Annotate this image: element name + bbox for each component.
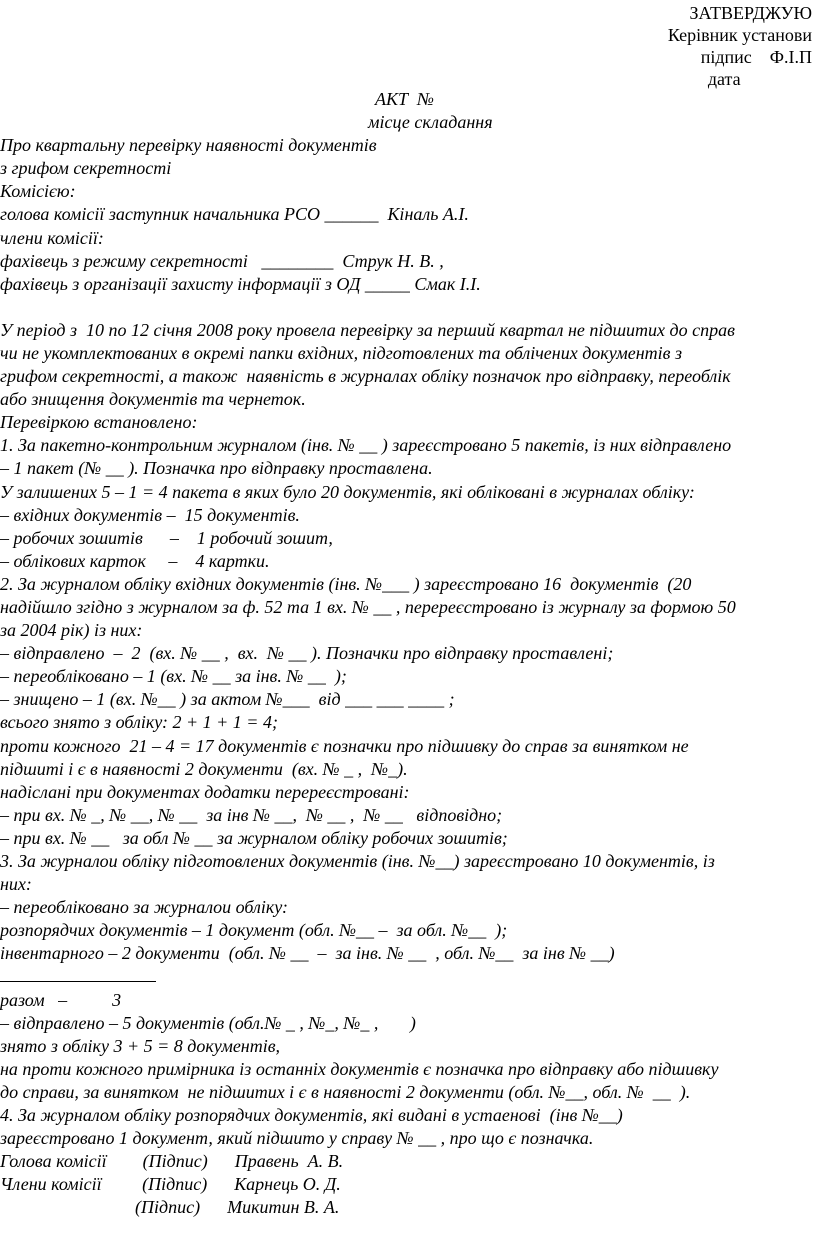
doc-line: 1. За пакетно-контрольним журналом (інв. № __ ) зареєстровано 5 пакетів, із них відправлено xyxy=(0,435,732,456)
doc-line: – знищено – 1 (вх. №__ ) за актом №___ від ___ ___ ____ ; xyxy=(0,689,455,710)
doc-line: – при вх. № _, № __, № __ за інв № __, № __ , № __ відповідно; xyxy=(0,804,503,825)
approval-head: Керівник установи xyxy=(667,25,812,45)
doc-line: грифом секретності, а також наявність в журналах обліку позначок про відправку, переоблік xyxy=(0,366,731,387)
doc-line: зареєстровано 1 документ, який підшито у справу № __ , про що є позначка. xyxy=(0,1128,594,1149)
doc-line: до справи, за винятком не підшитих і є в наявності 2 документи (обл. №__, обл. № __ ). xyxy=(0,1081,691,1102)
signature-line: (Підпис) Микитин В. А. xyxy=(0,1197,340,1218)
act-title: АКТ № xyxy=(375,89,434,109)
doc-line: 4. За журналом обліку розпорядчих документів, які видані в устаенові (інв №__) xyxy=(0,1105,623,1126)
doc-line: – облікових карток – 4 картки. xyxy=(0,550,270,571)
doc-line: – переобліковано за журналoи обліку: xyxy=(0,897,288,918)
act-place: місце складання xyxy=(368,112,493,133)
doc-line: Про квартальну перевірку наявності документів xyxy=(0,135,377,156)
doc-line: всього знято з обліку: 2 + 1 + 1 = 4; xyxy=(0,712,278,733)
doc-line: знято з обліку 3 + 5 = 8 документів, xyxy=(0,1035,281,1056)
doc-line: фахівець з організації захисту інформації з ОД _____ Смак І.І. xyxy=(0,273,481,294)
doc-line: 2. За журналом обліку вхідних документів (інв. №___ ) зареєстровано 16 документів (20 xyxy=(0,573,692,594)
doc-line: або знищення документів та чернеток. xyxy=(0,389,306,410)
signature-line: Члени комісії (Підпис) Карнець О. Д. xyxy=(0,1174,341,1195)
doc-line: фахівець з режиму секретності ________ Струк Н. В. , xyxy=(0,250,444,271)
approval-signature: підпис Ф.І.П xyxy=(700,47,812,67)
doc-line: надіслані при документах додатки перереєстровані: xyxy=(0,781,410,802)
doc-line: чи не укомплектованих в окремі папки вхідних, підготовлених та облічених документів з xyxy=(0,342,683,363)
doc-line: з грифом секретності xyxy=(0,158,172,179)
doc-line: них: xyxy=(0,874,32,895)
doc-line: разом – 3 xyxy=(0,989,122,1010)
doc-line: члени комісії: xyxy=(0,227,104,248)
doc-line: – відправлено – 5 документів (обл.№ _ , №_, №_ , ) xyxy=(0,1012,416,1033)
doc-line: Перевіркою встановлено: xyxy=(0,412,198,433)
spacer xyxy=(0,296,812,319)
act-document xyxy=(0,88,812,1220)
doc-line: на проти кожного примірника із останніх документів є позначка про відправку або підшивку xyxy=(0,1058,719,1079)
doc-line: – відправлено – 2 (вх. № __ , вх. № __ ). Позначки про відправку проставлені; xyxy=(0,643,614,664)
approval-block xyxy=(668,2,812,90)
signature-line: Голова комісії (Підпис) Правень А. В. xyxy=(0,1151,344,1172)
underline-rule xyxy=(0,965,812,988)
doc-line: – при вх. № __ за обл № __ за журналом обліку робочих зошитів; xyxy=(0,827,508,848)
doc-line: надійшло згідно з журналом за ф. 52 та 1 вх. № __ , перереєстровано із журналу за формою 50 xyxy=(0,596,736,617)
doc-line: – вхідних документів – 15 документів. xyxy=(0,504,300,525)
approval-date: дата xyxy=(707,69,741,89)
doc-line: інвентарного – 2 документи (обл. № __ – за інв. № __ , обл. №__ за інв № __) xyxy=(0,943,615,964)
doc-line: У період з 10 по 12 січня 2008 року провела перевірку за перший квартал не підшитих до справ xyxy=(0,319,735,340)
doc-line: – переобліковано – 1 (вх. № __ за інв. № __ ); xyxy=(0,666,347,687)
doc-line: – робочих зошитів – 1 робочий зошит, xyxy=(0,527,333,548)
doc-line: розпорядчих документів – 1 документ (обл. №__ – за обл. №__ ); xyxy=(0,920,508,941)
doc-line: У залишених 5 – 1 = 4 пакета в яких було 20 документів, які обліковані в журналах обліку: xyxy=(0,481,695,502)
approval-title: ЗАТВЕРДЖУЮ xyxy=(689,3,812,23)
doc-line: за 2004 рік) із них: xyxy=(0,620,143,641)
doc-line: 3. За журналoи обліку підготовлених документів (інв. №__) зареєстровано 10 документів, із xyxy=(0,851,715,871)
doc-line: – 1 пакет (№ __ ). Позначка про відправку проставлена. xyxy=(0,458,433,479)
doc-line: голова комісії заступник начальника РСО ______ Кіналь А.І. xyxy=(0,204,469,225)
doc-line: підшиті і є в наявності 2 документи (вх. № _ , №_). xyxy=(0,758,408,779)
doc-line: Комісією: xyxy=(0,181,76,202)
doc-line: проти кожного 21 – 4 = 17 документів є позначки про підшивку до справ за винятком не xyxy=(0,735,689,756)
